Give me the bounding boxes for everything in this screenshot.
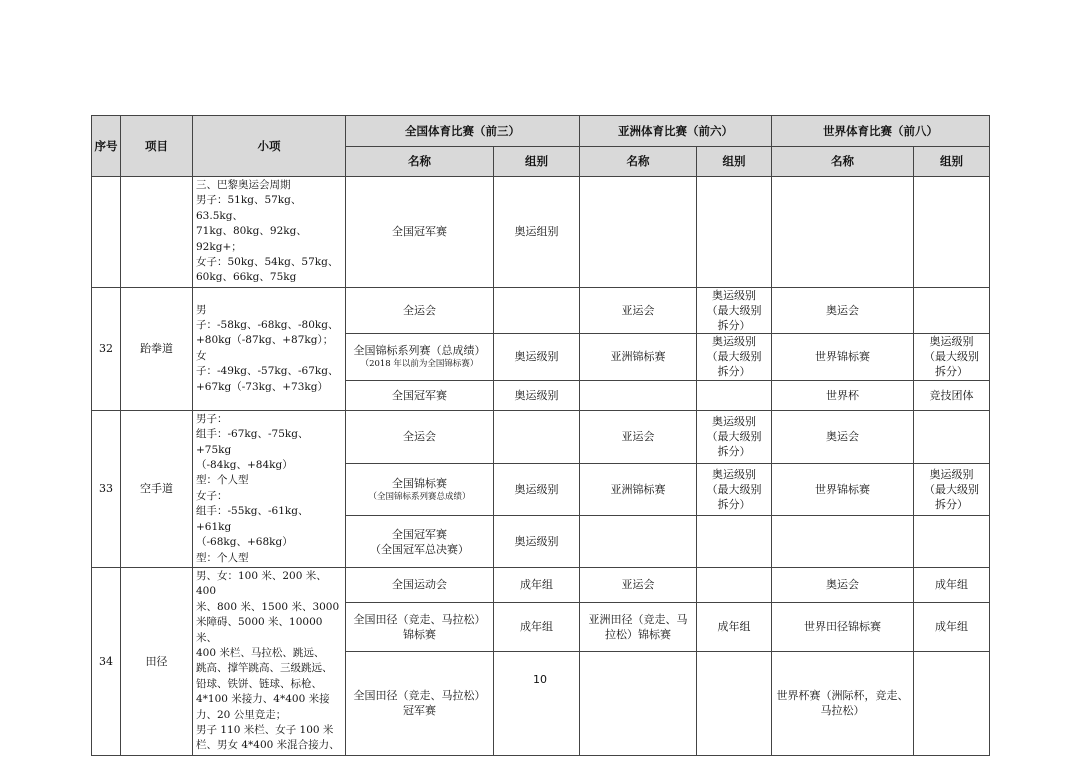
national-name-cell: 全国锦标系列赛（总成绩） （2018 年以前为全国锦标赛） xyxy=(346,333,494,380)
world-name-cell: 奥运会 xyxy=(772,287,914,333)
header-national-group: 组别 xyxy=(494,147,580,177)
table-row xyxy=(92,410,990,463)
asian-group-cell: 奥运级别 （最大级别 拆分） xyxy=(697,287,772,333)
world-group-cell: 奥运级别 （最大级别 拆分） xyxy=(914,333,990,380)
world-group-cell: 成年组 xyxy=(914,567,990,602)
world-group-cell xyxy=(914,287,990,333)
subitem-cell: 男子：-58kg、-68kg、-80kg、 +80kg（-87kg、+87kg）； 女子：-49kg、-57kg、-67kg、 +67kg（-73kg、+73kg） xyxy=(193,287,346,410)
project-cell: 空手道 xyxy=(121,410,193,567)
national-name-cell: 全国冠军赛 xyxy=(346,380,494,410)
asian-group-cell: 成年组 xyxy=(697,603,772,651)
national-name-cell: 全国运动会 xyxy=(346,567,494,602)
national-group-cell: 奥运组别 xyxy=(494,177,580,288)
asian-group-cell xyxy=(697,177,772,288)
world-group-cell xyxy=(914,516,990,568)
national-group-cell xyxy=(494,651,580,755)
asian-name-cell xyxy=(580,380,697,410)
header-project: 项目 xyxy=(121,116,193,177)
asian-group-cell xyxy=(697,380,772,410)
asian-group-cell: 奥运级别 （最大级别 拆分） xyxy=(697,410,772,463)
national-name-cell: 全国冠军赛 （全国冠军总决赛） xyxy=(346,516,494,568)
national-group-cell: 成年组 xyxy=(494,567,580,602)
world-name-cell: 世界锦标赛 xyxy=(772,463,914,516)
seq-cell: 34 xyxy=(92,567,121,755)
header-asian-name: 名称 xyxy=(580,147,697,177)
world-group-cell xyxy=(914,651,990,755)
project-cell xyxy=(121,177,193,288)
national-group-cell: 奥运级别 xyxy=(494,333,580,380)
national-name-cell: 全国冠军赛 xyxy=(346,177,494,288)
asian-group-cell: 奥运级别 （最大级别 拆分） xyxy=(697,463,772,516)
national-name-cell: 全运会 xyxy=(346,287,494,333)
national-name-cell: 全运会 xyxy=(346,410,494,463)
national-name-cell: 全国田径（竞走、马拉松） 冠军赛 xyxy=(346,651,494,755)
world-name-cell: 奥运会 xyxy=(772,410,914,463)
project-cell: 跆拳道 xyxy=(121,287,193,410)
page-number: 10 xyxy=(533,673,547,686)
world-group-cell: 成年组 xyxy=(914,603,990,651)
header-national: 全国体育比赛（前三） xyxy=(346,116,580,147)
asian-group-cell xyxy=(697,651,772,755)
seq-cell: 32 xyxy=(92,287,121,410)
asian-name-cell: 亚运会 xyxy=(580,410,697,463)
national-group-cell: 成年组 xyxy=(494,603,580,651)
world-group-cell xyxy=(914,177,990,288)
header-subitem: 小项 xyxy=(193,116,346,177)
world-name-cell: 世界杯赛（洲际杯，竞走、 马拉松） xyxy=(772,651,914,755)
national-group-cell: 奥运级别 xyxy=(494,463,580,516)
world-name-cell: 世界锦标赛 xyxy=(772,333,914,380)
header-row-1 xyxy=(92,116,990,147)
subitem-cell: 三、巴黎奥运会周期 男子：51kg、57kg、63.5kg、 71kg、80kg、92kg、92kg+； 女子：50kg、54kg、57kg、 60kg、66kg、75kg xyxy=(193,177,346,288)
world-name-cell: 世界田径锦标赛 xyxy=(772,603,914,651)
seq-cell xyxy=(92,177,121,288)
asian-group-cell: 奥运级别 （最大级别 拆分） xyxy=(697,333,772,380)
subitem-cell: 男、女：100 米、200 米、400 米、800 米、1500 米、3000 米障碍、5000 米、10000 米、 400 米栏、马拉松、跳远、 跳高、撑竿跳高、三级跳远、 铅球、铁饼、链球、标枪、 4*100 米接力、4*400 米接 力、20 公里竞走； 男子 110 米栏、女子 100 米 栏、男女 4*400 米混合接力、 xyxy=(193,567,346,755)
header-asian-group: 组别 xyxy=(697,147,772,177)
asian-group-cell xyxy=(697,516,772,568)
header-world: 世界体育比赛（前八） xyxy=(772,116,990,147)
world-name-cell xyxy=(772,177,914,288)
national-group-cell: 奥运级别 xyxy=(494,516,580,568)
table-row xyxy=(92,287,990,333)
asian-name-cell xyxy=(580,516,697,568)
competition-table xyxy=(91,115,990,756)
world-name-cell: 奥运会 xyxy=(772,567,914,602)
world-group-cell xyxy=(914,410,990,463)
header-national-name: 名称 xyxy=(346,147,494,177)
header-seq: 序号 xyxy=(92,116,121,177)
header-asian: 亚洲体育比赛（前六） xyxy=(580,116,772,147)
national-name-cell: 全国田径（竞走、马拉松） 锦标赛 xyxy=(346,603,494,651)
asian-name-cell xyxy=(580,651,697,755)
table-row xyxy=(92,567,990,602)
national-group-cell xyxy=(494,410,580,463)
asian-name-cell: 亚洲田径（竞走、马 拉松）锦标赛 xyxy=(580,603,697,651)
world-name-cell: 世界杯 xyxy=(772,380,914,410)
asian-name-cell xyxy=(580,177,697,288)
header-world-name: 名称 xyxy=(772,147,914,177)
national-name-cell: 全国锦标赛 （全国锦标系列赛总成绩） xyxy=(346,463,494,516)
competition-table-page xyxy=(91,115,989,756)
world-group-cell: 竞技团体 xyxy=(914,380,990,410)
world-name-cell xyxy=(772,516,914,568)
asian-group-cell xyxy=(697,567,772,602)
asian-name-cell: 亚运会 xyxy=(580,567,697,602)
asian-name-cell: 亚洲锦标赛 xyxy=(580,463,697,516)
national-group-cell xyxy=(494,287,580,333)
seq-cell: 33 xyxy=(92,410,121,567)
asian-name-cell: 亚洲锦标赛 xyxy=(580,333,697,380)
header-world-group: 组别 xyxy=(914,147,990,177)
table-row xyxy=(92,177,990,288)
national-group-cell: 奥运级别 xyxy=(494,380,580,410)
world-group-cell: 奥运级别 （最大级别 拆分） xyxy=(914,463,990,516)
asian-name-cell: 亚运会 xyxy=(580,287,697,333)
project-cell: 田径 xyxy=(121,567,193,755)
subitem-cell: 男子： 组手：-67kg、-75kg、+75kg （-84kg、+84kg） 型：个人型 女子： 组手：-55kg、-61kg、+61kg （-68kg、+68kg） 型：个人型 xyxy=(193,410,346,567)
